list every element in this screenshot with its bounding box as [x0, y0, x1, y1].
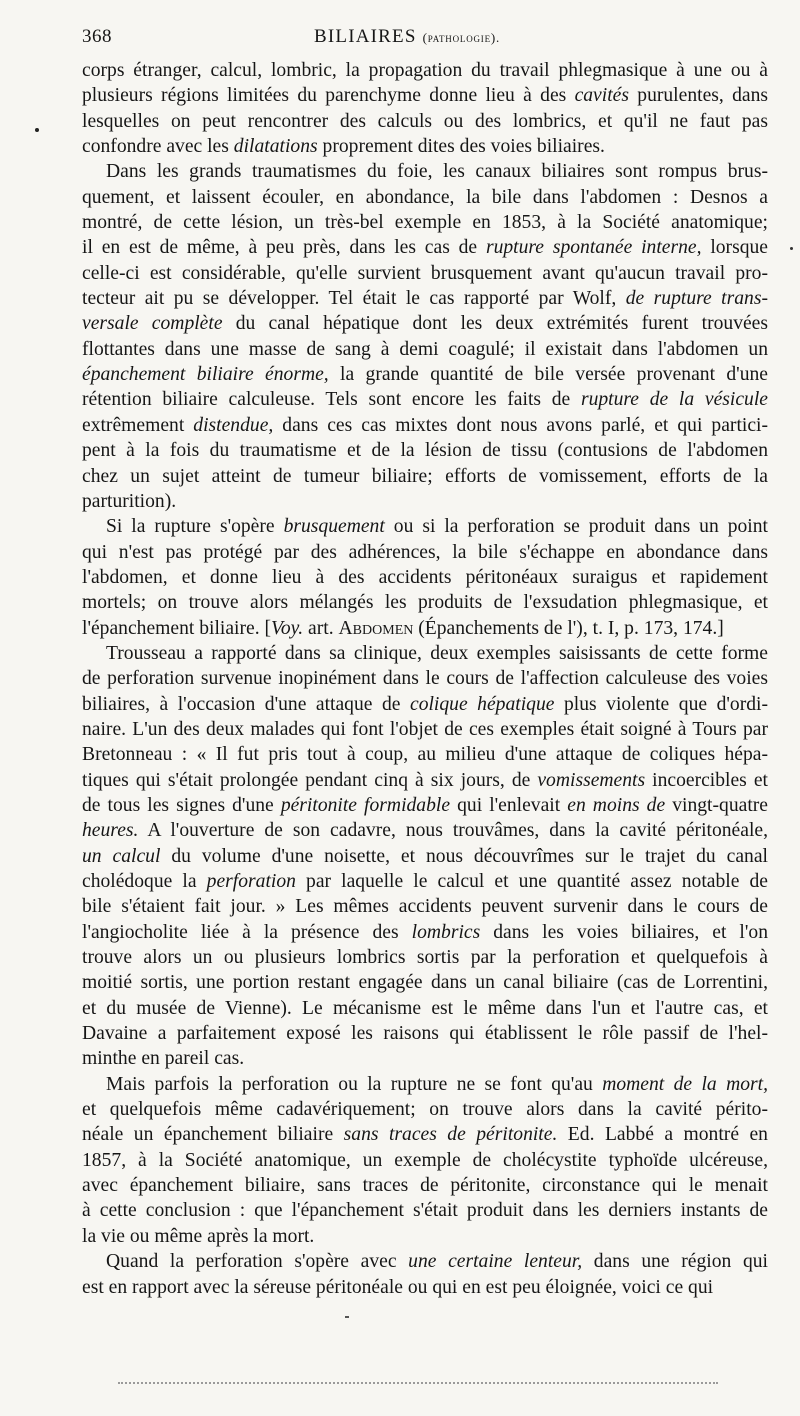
text-line — [82, 1275, 768, 1300]
text-segment: du canal hépatique dont les deux extrémités furent trouvées — [222, 313, 769, 335]
text-line — [82, 1198, 768, 1223]
text-segment: du volume d'une noisette, et nous découvrîmes sur le trajet du canal — [160, 845, 768, 867]
text-segment: quement, et laissent écouler, en abondance, la bile dans l'abdomen : Desnos a — [82, 186, 768, 208]
text-segment: celle-ci est considérable, qu'elle survient brusquement avant qu'aucun travail pro- — [82, 262, 768, 284]
italic-text: versale complète — [82, 313, 223, 335]
italic-text: vomissements — [537, 769, 646, 791]
text-segment: parturition). — [82, 490, 177, 512]
text-line — [82, 692, 768, 717]
text-line — [82, 1046, 768, 1071]
text-line — [82, 387, 768, 412]
text-segment: la vie ou même après la mort. — [82, 1225, 315, 1247]
text-segment: de tous les signes d'une — [82, 794, 281, 816]
italic-text: lombrics — [411, 921, 481, 943]
italic-text: en moins de — [567, 794, 666, 816]
text-segment: trouve alors un ou plusieurs lombrics sortis par la perforation et quelquefois à — [82, 947, 768, 969]
text-line — [82, 920, 768, 945]
text-line — [82, 159, 768, 184]
text-line — [82, 464, 768, 489]
text-segment: dans ces cas mixtes dont nous avons parlé, et qui partici- — [273, 414, 768, 436]
text-line — [82, 58, 768, 83]
text-segment: art. — [303, 617, 339, 639]
smallcaps-text: Abdomen — [338, 617, 414, 639]
text-line — [82, 1173, 768, 1198]
text-segment: il en est de même, à peu près, dans les cas de — [82, 237, 486, 259]
text-segment: Quand la perforation s'opère avec — [106, 1251, 409, 1273]
text-segment: et du musée de Vienne). Le mécanisme est le même dans l'un et l'autre cas, et — [82, 997, 768, 1019]
text-line — [82, 514, 768, 539]
text-line — [82, 438, 768, 463]
text-line — [82, 235, 768, 260]
text-line — [82, 742, 768, 767]
text-line — [82, 793, 768, 818]
running-title-main: BILIAIRES — [314, 26, 417, 47]
text-line — [82, 894, 768, 919]
text-segment: et quelquefois même cadavériquement; on trouve alors dans la cavité périto- — [82, 1099, 768, 1121]
text-segment: par laquelle le calcul et une quantité assez notable de — [295, 871, 768, 892]
italic-text: épanchement biliaire énorme, — [82, 364, 329, 386]
margin-speck — [345, 1316, 349, 1318]
text-line — [82, 869, 768, 894]
text-line — [82, 1148, 768, 1173]
italic-text: colique hépatique — [410, 693, 555, 715]
text-line — [82, 337, 768, 362]
italic-text: cavités — [574, 85, 629, 107]
italic-text: Voy. — [271, 617, 304, 639]
text-line — [82, 413, 768, 438]
text-segment: minthe en pareil cas. — [82, 1048, 245, 1070]
italic-text: moment de la mort, — [602, 1073, 768, 1095]
text-line — [82, 1224, 768, 1249]
italic-text: sans traces de péritonite. — [343, 1124, 558, 1146]
text-line — [82, 1072, 768, 1097]
text-segment: la grande quantité de bile versée provenant d'une — [328, 364, 768, 386]
text-segment: bile s'étaient fait jour. » Les mêmes accidents peuvent survenir dans le cours de — [82, 896, 768, 918]
italic-text: brusquement — [283, 516, 385, 538]
text-segment: l'angiocholite liée à la présence des — [82, 921, 412, 943]
text-segment: vingt-quatre — [665, 794, 768, 816]
text-segment: Trousseau a rapporté dans sa clinique, deux exemples saisissants de cette forme — [106, 642, 768, 664]
text-line — [82, 565, 768, 590]
text-line — [82, 1021, 768, 1046]
text-segment: Bretonneau : « Il fut pris tout à coup, au milieu d'une attaque de coliques hépa- — [82, 744, 768, 766]
text-line — [82, 768, 768, 793]
text-line — [82, 489, 768, 514]
text-segment: plus violente que d'ordi- — [554, 693, 768, 715]
margin-speck — [790, 247, 793, 250]
text-segment: tiques qui s'était prolongée pendant cinq à six jours, de — [82, 769, 538, 791]
italic-text: dilatations — [233, 136, 318, 158]
text-line — [82, 1097, 768, 1122]
text-segment: rétention biliaire calculeuse. Tels sont encore les faits de — [82, 389, 581, 411]
text-segment: de perforation survenue inopinément dans le cours de l'affection calculeuse des voies — [82, 668, 768, 690]
text-segment: plusieurs régions limitées du parenchyme donne lieu à des — [82, 85, 575, 107]
text-segment: à cette conclusion : que l'épanchement s'était produit dans les derniers instants de — [82, 1200, 768, 1222]
text-segment: lorsque — [701, 237, 768, 259]
text-line — [82, 261, 768, 286]
text-segment: chez un sujet atteint de tumeur biliaire; efforts de vomissement, efforts de la — [82, 465, 768, 487]
text-segment: montré, de cette lésion, un très-bel exemple en 1853, à la Société anatomique; — [82, 212, 768, 234]
margin-speck — [35, 128, 39, 132]
text-segment: corps étranger, calcul, lombric, la propagation du travail phlegmasique à une ou à — [82, 60, 768, 81]
text-segment: purulentes, dans — [628, 85, 768, 107]
text-segment: Mais parfois la perforation ou la rupture ne se font qu'au — [106, 1073, 603, 1095]
text-segment: extrêmement — [82, 414, 194, 436]
italic-text: péritonite formidable — [280, 794, 451, 816]
text-segment: (Épanchements de l'), t. I, p. 173, 174.] — [413, 617, 724, 639]
text-segment: confondre avec les — [82, 136, 234, 158]
text-segment: qui l'enlevait — [450, 794, 568, 816]
text-segment: incoercibles et — [645, 769, 768, 791]
text-segment: est en rapport avec la séreuse péritonéale ou qui en est peu éloignée, voici ce qui — [82, 1276, 714, 1298]
italic-text: distendue, — [193, 414, 274, 436]
text-line — [82, 616, 768, 641]
italic-text: un calcul — [82, 845, 161, 867]
text-segment: dans une région qui — [582, 1251, 768, 1273]
text-segment: Davaine a parfaitement exposé les raisons qui établissent le rôle passif de l'hel- — [82, 1023, 768, 1045]
text-segment: cholédoque la — [82, 871, 207, 892]
text-segment: A l'ouverture de son cadavre, nous trouvâmes, dans la cavité péritonéale, — [138, 820, 768, 842]
text-segment: 1857, à la Société anatomique, un exemple de cholécystite typhoïde ulcéreuse, — [82, 1149, 768, 1171]
text-segment: pent à la fois du traumatisme et de la lésion de tissu (contusions de l'abdomen — [82, 440, 768, 462]
text-segment: qui n'est pas protégé par des adhérences, la bile s'échappe en abondance dans — [82, 541, 768, 563]
text-line — [82, 210, 768, 235]
text-line — [82, 818, 768, 843]
text-segment: Si la rupture s'opère — [106, 516, 284, 538]
text-segment: proprement dites des voies biliaires. — [317, 136, 605, 158]
text-segment: ou si la perforation se produit dans un point — [384, 516, 768, 538]
text-line — [82, 362, 768, 387]
text-line — [82, 1122, 768, 1147]
text-segment: naire. L'un des deux malades qui font l'objet de ces exemples était soigné à Tours par — [82, 718, 768, 740]
text-line — [82, 717, 768, 742]
italic-text: perforation — [206, 871, 296, 892]
text-line — [82, 1249, 768, 1274]
text-segment: biliaires, à l'occasion d'une attaque de — [82, 693, 410, 715]
text-line — [82, 590, 768, 615]
text-line — [82, 945, 768, 970]
italic-text: rupture de la vésicule — [580, 389, 768, 411]
text-segment: l'abdomen, et donne lieu à des accidents péritonéaux suraigus et rapidement — [82, 566, 768, 588]
text-line — [82, 109, 768, 134]
text-segment: avec épanchement biliaire, sans traces de péritonite, circonstance qui le menait — [82, 1175, 768, 1197]
text-line — [82, 311, 768, 336]
text-segment: moitié sortis, une portion restant engagée dans un canal biliaire (cas de Lorrentini, — [82, 972, 768, 994]
running-title — [314, 26, 500, 48]
text-segment: tecteur ait pu se développer. Tel était le cas rapporté par Wolf, — [82, 288, 626, 310]
text-line — [82, 83, 768, 108]
footer-rule — [118, 1382, 718, 1384]
text-line — [82, 641, 768, 666]
page-header — [82, 26, 764, 56]
text-line — [82, 540, 768, 565]
text-segment: dans les voies biliaires, et l'on — [480, 921, 768, 943]
text-line — [82, 185, 768, 210]
text-segment: l'épanchement biliaire. [ — [82, 617, 272, 639]
italic-text: de rupture trans- — [625, 288, 768, 310]
text-segment: néale un épanchement biliaire — [82, 1124, 344, 1146]
text-line — [82, 970, 768, 995]
text-segment: lesquelles on peut rencontrer des calculs ou des lombrics, et qu'il ne faut pas — [82, 110, 768, 132]
text-segment: flottantes dans une masse de sang à demi coagulé; il existait dans l'abdomen un — [82, 338, 768, 360]
running-title-sub: (pathologie). — [422, 30, 501, 45]
text-line — [82, 134, 768, 159]
text-line — [82, 996, 768, 1021]
text-line — [82, 666, 768, 691]
body-text — [82, 58, 768, 1300]
page-number: 368 — [82, 26, 112, 47]
text-line — [82, 286, 768, 311]
italic-text: heures. — [82, 820, 139, 842]
italic-text: une certaine lenteur, — [408, 1251, 583, 1273]
text-segment: Dans les grands traumatismes du foie, les canaux biliaires sont rompus brus- — [106, 161, 768, 183]
italic-text: rupture spontanée interne, — [485, 237, 702, 259]
text-segment: mortels; on trouve alors mélangés les produits de l'exsudation phlegmasique, et — [82, 592, 768, 614]
text-line — [82, 844, 768, 869]
text-segment: Ed. Labbé a montré en — [557, 1124, 768, 1146]
